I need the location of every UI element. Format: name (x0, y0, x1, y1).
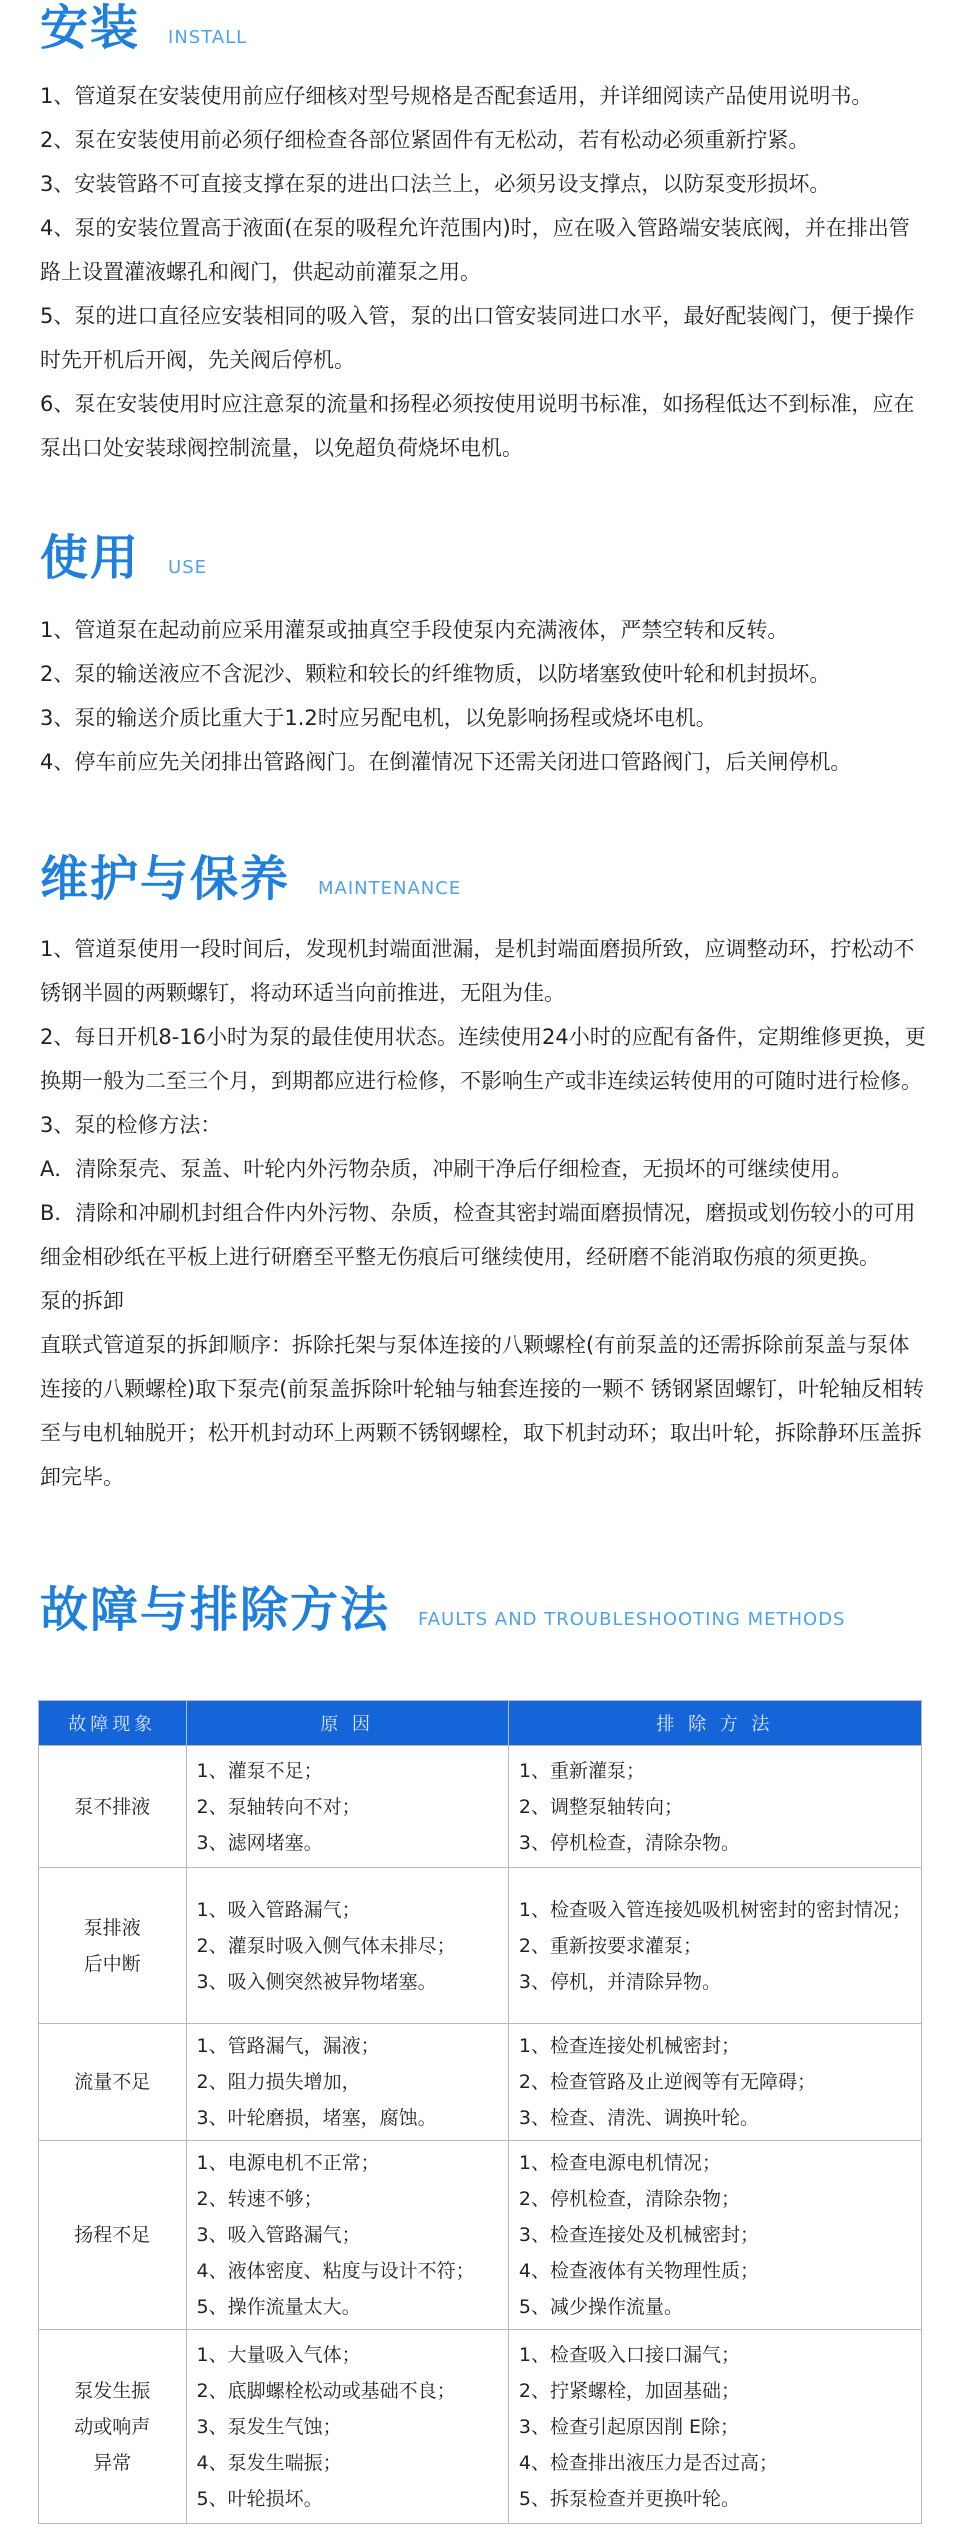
cause-item: 2、灌泵时吸入侧气体未排尽； (196, 1934, 456, 1957)
fix-item: 5、减少操作流量。 (518, 2296, 683, 2318)
header-cause: 原 因 (186, 1701, 508, 1746)
fix-item: 2、重新按要求灌泵； (518, 1934, 702, 1957)
cause-item: 1、管路漏气，漏液； (196, 2035, 380, 2057)
fix-item: 1、检查电源电机情况； (518, 2152, 721, 2174)
fix-item: 2、拧紧螺栓，加固基础； (518, 2379, 740, 2402)
install-title: 安装 (40, 0, 141, 56)
install-heading (40, 0, 930, 56)
fix-cell (508, 1746, 921, 1868)
use-paragraph: 1、管道泵在起动前应采用灌泵或抽真空手段使泵内充满液体，严禁空转和反转。 (40, 618, 789, 642)
install-paragraph: 4、泵的安装位置高于液面(在泵的吸程允许范围内)时，应在吸入管路端安装底阀，并在排出管路上设置灌液螺孔和阀门，供起动前灌泵之用。 (40, 216, 910, 284)
install-paragraph: 2、泵在安装使用前必须仔细检查各部位紧固件有无松动，若有松动必须重新拧紧。 (40, 128, 810, 152)
cause-item: 5、叶轮损坏。 (196, 2487, 323, 2510)
fix-item: 3、停机检查，清除杂物。 (518, 1831, 740, 1854)
maintenance-subtitle: MAINTENANCE (318, 878, 462, 899)
fix-cell (508, 1868, 921, 2024)
fix-cell (508, 2141, 921, 2330)
table-header-row (39, 1701, 922, 1746)
fix-item: 1、检查连接处机械密封； (518, 2035, 740, 2057)
fix-item: 3、检查引起原因削 E除； (518, 2415, 740, 2438)
fix-item: 5、拆泵检查并更换叶轮。 (518, 2487, 740, 2510)
fix-cell (508, 2024, 921, 2141)
cause-cell (186, 1746, 508, 1868)
symptom-text: 扬程不足 (74, 2224, 151, 2246)
table-row (39, 2141, 922, 2330)
fix-item: 4、检查排出液压力是否过高； (518, 2451, 778, 2474)
install-paragraph: 5、泵的进口直径应安装相同的吸入管，泵的出口管安装同进口水平，最好配装阀门，便于操作时先开机后开阀，先关阀后停机。 (40, 304, 915, 372)
cause-item: 5、操作流量太大。 (196, 2296, 361, 2318)
faults-table (38, 1700, 922, 2524)
symptom-text: 异常 (93, 2451, 132, 2474)
maintenance-title: 维护与保养 (40, 851, 291, 907)
symptom-cell (39, 2024, 187, 2141)
faults-title: 故障与排除方法 (40, 1582, 391, 1638)
maintenance-section (40, 843, 930, 1499)
fix-item: 1、检查吸入口接口漏气； (518, 2343, 740, 2366)
cause-item: 2、转速不够； (196, 2188, 323, 2210)
install-paragraph: 6、泵在安装使用时应注意泵的流量和扬程必须按使用说明书标准，如扬程低达不到标准，应在泵出口处安装球阀控制流量，以免超负荷烧坏电机。 (40, 392, 915, 460)
maintenance-body (40, 927, 930, 1499)
maintenance-heading (40, 843, 930, 907)
maintenance-paragraph: 2、每日开机8-16小时为泵的最佳使用状态。连续使用24小时的应配有备件，定期维修更换，更换期一般为二至三个月，到期都应进行检修，不影响生产或非连续运转使用的可随时进行检修。 (40, 1025, 926, 1093)
symptom-text: 泵排液 (83, 1916, 141, 1939)
use-paragraph: 2、泵的输送液应不含泥沙、颗粒和较长的纤维物质，以防堵塞致使叶轮和机封损坏。 (40, 662, 831, 686)
maintenance-paragraph: 直联式管道泵的拆卸顺序：拆除托架与泵体连接的八颗螺栓(有前泵盖的还需拆除前泵盖与泵体连接的八颗螺栓)取下泵壳(前泵盖拆除叶轮轴与轴套连接的一颗不 锈钢紧固螺钉，叶轮轴反相转至与电机轴脱开；松开机封动环上两颗不锈钢螺栓，取下机封动环；取出叶轮，拆除静环压盖拆卸完毕。 (40, 1333, 925, 1489)
cause-cell (186, 1868, 508, 2024)
fix-item: 3、停机，并清除异物。 (518, 1970, 721, 1993)
symptom-cell (39, 2330, 187, 2524)
install-section (40, 0, 930, 470)
symptom-text: 流量不足 (74, 2071, 151, 2093)
cause-item: 3、滤网堵塞。 (196, 1831, 323, 1854)
fix-item: 1、检查吸入管连接処吸机树密封的密封情况； (518, 1898, 911, 1921)
use-paragraph: 4、停车前应先关闭排出管路阀门。在倒灌情况下还需关闭进口管路阀门，后关闸停机。 (40, 750, 852, 774)
cause-item: 3、泵发生气蚀； (196, 2415, 342, 2438)
header-fix: 排 除 方 法 (508, 1701, 921, 1746)
use-body (40, 608, 930, 784)
cause-item: 2、阻力损失增加， (196, 2071, 361, 2093)
cause-item: 4、液体密度、粘度与设计不符； (196, 2260, 475, 2282)
fix-item: 2、调整泵轴转向； (518, 1795, 683, 1818)
use-subtitle: USE (168, 557, 207, 578)
maintenance-paragraph: 1、管道泵使用一段时间后，发现机封端面泄漏，是机封端面磨损所致，应调整动环，拧松动不锈钢半圆的两颗螺钉，将动环适当向前推进，无阻为佳。 (40, 937, 915, 1005)
cause-item: 1、吸入管路漏气； (196, 1898, 361, 1921)
fix-item: 3、检查连接处及机械密封； (518, 2224, 759, 2246)
faults-heading (40, 1574, 930, 1638)
fix-item: 1、重新灌泵； (518, 1759, 645, 1782)
fix-item: 3、检查、清洗、调换叶轮。 (518, 2107, 759, 2129)
install-paragraph: 3、安装管路不可直接支撑在泵的进出口法兰上，必须另设支撑点，以防泵变形损坏。 (40, 172, 831, 196)
cause-cell (186, 2330, 508, 2524)
fix-item: 4、检查液体有关物理性质； (518, 2260, 759, 2282)
maintenance-paragraph: 泵的拆卸 (40, 1289, 124, 1313)
cause-item: 3、吸入侧突然被异物堵塞。 (196, 1970, 437, 1993)
cause-item: 3、吸入管路漏气； (196, 2224, 361, 2246)
header-symptom: 故障现象 (39, 1701, 187, 1746)
fix-item: 2、停机检查，清除杂物； (518, 2188, 740, 2210)
cause-item: 2、泵轴转向不对； (196, 1795, 361, 1818)
maintenance-paragraph: 3、泵的检修方法： (40, 1113, 222, 1137)
maintenance-paragraph: B．清除和冲刷机封组合件内外污物、杂质，检查其密封端面磨损情况，磨损或划伤较小的可用细金相砂纸在平板上进行研磨至平整无伤痕后可继续使用，经研磨不能消取伤痕的须更换。 (40, 1201, 916, 1269)
cause-item: 4、泵发生喘振； (196, 2451, 342, 2474)
install-paragraph: 1、管道泵在安装使用前应仔细核对型号规格是否配套适用，并详细阅读产品使用说明书。 (40, 84, 873, 108)
faults-subtitle: FAULTS AND TROUBLESHOOTING METHODS (418, 1609, 846, 1630)
fix-item: 2、检查管路及止逆阀等有无障碍； (518, 2071, 816, 2093)
table-row (39, 2024, 922, 2141)
table-row (39, 1868, 922, 2024)
cause-item: 1、灌泵不足； (196, 1759, 323, 1782)
fix-cell (508, 2330, 921, 2524)
cause-item: 2、底脚螺栓松动或基础不良； (196, 2379, 456, 2402)
symptom-text: 动或响声 (74, 2415, 151, 2438)
cause-item: 1、电源电机不正常； (196, 2152, 380, 2174)
use-title: 使用 (40, 530, 141, 586)
faults-section (40, 1574, 930, 1638)
symptom-text: 泵发生振 (74, 2379, 151, 2402)
table-row (39, 1746, 922, 1868)
use-paragraph: 3、泵的输送介质比重大于1.2时应另配电机，以免影响扬程或烧坏电机。 (40, 706, 717, 730)
use-heading (40, 522, 930, 586)
cause-cell (186, 2024, 508, 2141)
cause-item: 1、大量吸入气体； (196, 2343, 361, 2366)
install-body (40, 74, 930, 470)
symptom-cell (39, 2141, 187, 2330)
symptom-text: 后中断 (83, 1952, 141, 1975)
symptom-cell (39, 1746, 187, 1868)
symptom-text: 泵不排液 (74, 1795, 151, 1818)
symptom-cell (39, 1868, 187, 2024)
table-row (39, 2330, 922, 2524)
cause-item: 3、叶轮磨损，堵塞，腐蚀。 (196, 2107, 437, 2129)
use-section (40, 522, 930, 784)
maintenance-paragraph: A．清除泵壳、泵盖、叶轮内外污物杂质，冲刷干净后仔细检查，无损坏的可继续使用。 (40, 1157, 853, 1181)
cause-cell (186, 2141, 508, 2330)
install-subtitle: INSTALL (168, 27, 248, 48)
